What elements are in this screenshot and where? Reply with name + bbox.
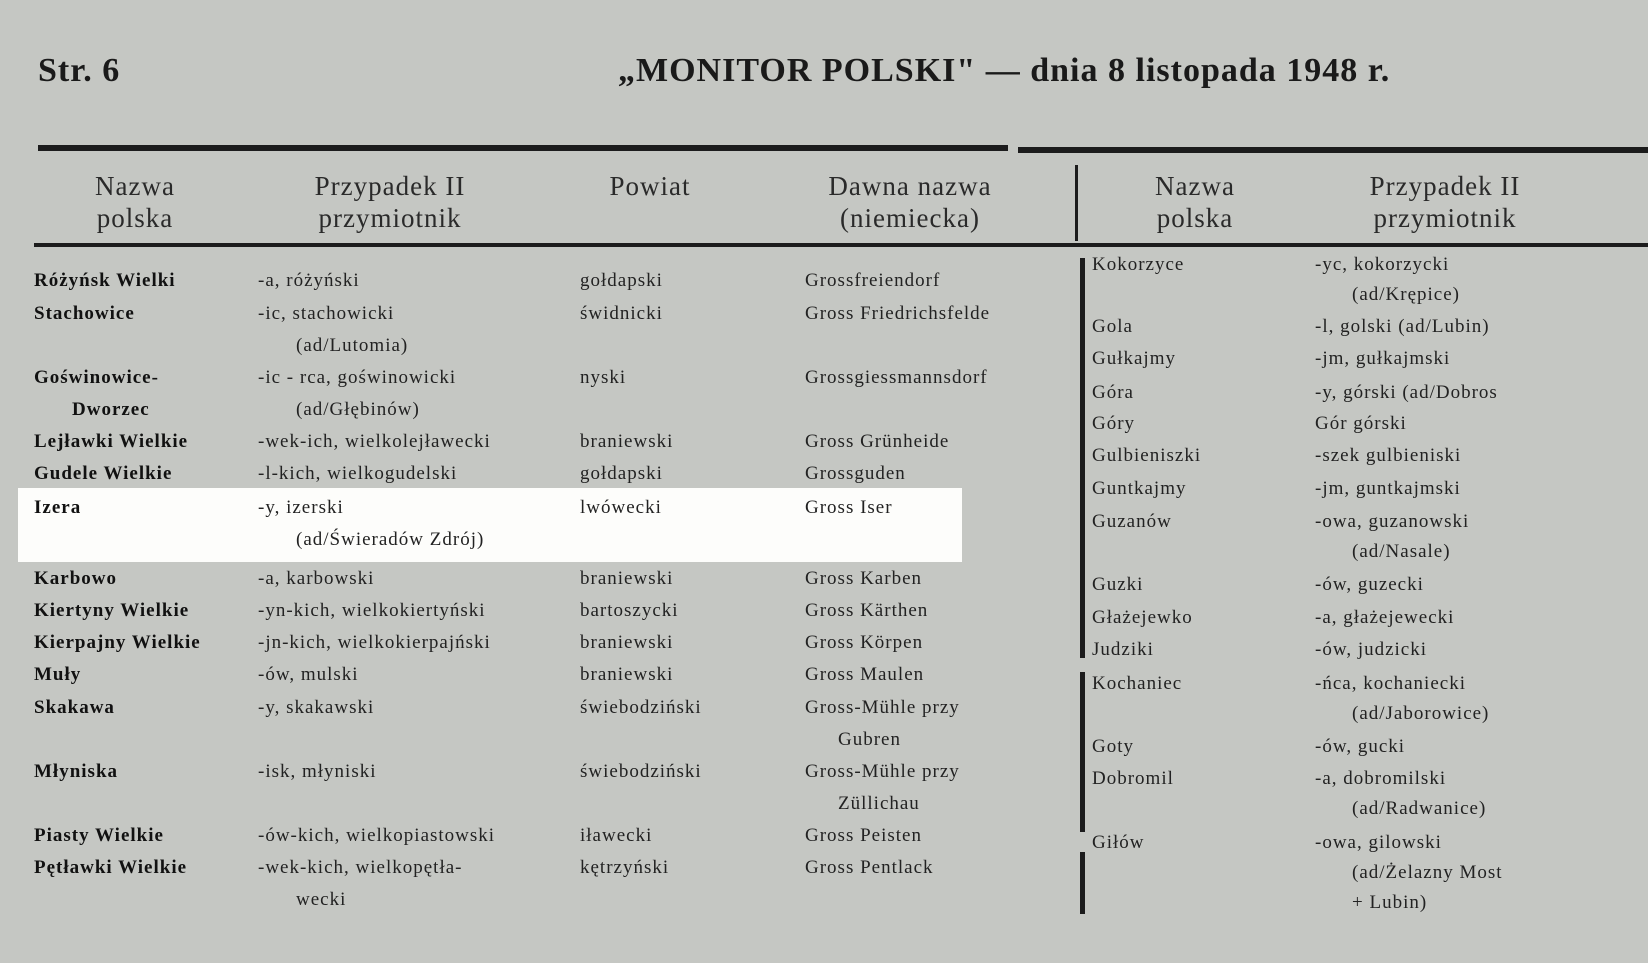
former-german-name: Gross-Mühle przy: [805, 697, 960, 718]
place-name: Pętławki Wielkie: [34, 857, 188, 878]
page-title: „MONITOR POLSKI" — dnia 8 listopada 1948 r.: [618, 52, 1391, 89]
former-german-name: Gross Friedrichsfelde: [805, 303, 991, 324]
former-german-name: Gross Karben: [805, 568, 923, 589]
genitive-adjective: -ów, judzicki: [1315, 639, 1428, 660]
genitive-adjective: (ad/Świeradów Zdrój): [296, 529, 485, 550]
genitive-adjective: -a, różyński: [258, 270, 360, 291]
column-header: [240, 170, 540, 234]
place-name: Goty: [1092, 736, 1134, 757]
place-name: Skakawa: [34, 697, 115, 718]
genitive-adjective: -l-kich, wielkogudelski: [258, 463, 458, 484]
column-header-line: Nazwa: [1155, 171, 1235, 201]
genitive-adjective: -jm, guntkajmski: [1315, 478, 1461, 499]
genitive-adjective: -ic, stachowicki: [258, 303, 395, 324]
district: gołdapski: [580, 270, 663, 291]
genitive-adjective: (ad/Jaborowice): [1352, 703, 1490, 724]
district: świebodziński: [580, 761, 702, 782]
column-header-line: Nazwa: [95, 171, 175, 201]
district: braniewski: [580, 568, 674, 589]
place-name: Dworzec: [72, 399, 150, 420]
place-name: Guzki: [1092, 574, 1144, 595]
former-german-name: Gross Maulen: [805, 664, 925, 685]
column-header: [1100, 170, 1290, 234]
column-divider: [1080, 852, 1085, 914]
genitive-adjective: (ad/Lutomia): [296, 335, 409, 356]
former-german-name: Gross Iser: [805, 497, 893, 518]
place-name: Goświnowice-: [34, 367, 159, 388]
district: świdnicki: [580, 303, 663, 324]
top-rule-left: [38, 145, 1008, 151]
column-header-line: (niemiecka): [840, 203, 980, 233]
former-german-name: Gross Körpen: [805, 632, 924, 653]
place-name: Gulbieniszki: [1092, 445, 1202, 466]
district: iławecki: [580, 825, 653, 846]
place-name: Gudele Wielkie: [34, 463, 173, 484]
place-name: Stachowice: [34, 303, 135, 324]
place-name: Izera: [34, 497, 82, 518]
genitive-adjective: -l, golski (ad/Lubin): [1315, 316, 1490, 337]
place-name: Głażejewko: [1092, 607, 1193, 628]
column-divider: [1080, 672, 1085, 832]
column-header-line: Przypadek II: [314, 171, 466, 201]
former-german-name: Gubren: [838, 729, 901, 750]
place-name: Guntkajmy: [1092, 478, 1187, 499]
genitive-adjective: -ów, mulski: [258, 664, 359, 685]
genitive-adjective: (ad/Żelazny Most: [1352, 862, 1503, 883]
column-header-line: Powiat: [609, 171, 691, 201]
column-header-line: przymiotnik: [318, 203, 462, 233]
district: braniewski: [580, 632, 674, 653]
district: nyski: [580, 367, 627, 388]
genitive-adjective: -ów, guzecki: [1315, 574, 1424, 595]
genitive-adjective: -jm, gułkajmski: [1315, 348, 1451, 369]
genitive-adjective: -a, karbowski: [258, 568, 375, 589]
genitive-adjective: Gór górski: [1315, 413, 1407, 434]
column-header: [40, 170, 230, 234]
former-german-name: Gross Peisten: [805, 825, 922, 846]
former-german-name: Gross Kärthen: [805, 600, 929, 621]
column-header-line: polska: [96, 203, 174, 233]
genitive-adjective: -owa, gilowski: [1315, 832, 1442, 853]
place-name: Kochaniec: [1092, 673, 1183, 694]
genitive-adjective: (ad/Nasale): [1352, 541, 1451, 562]
genitive-adjective: -jn-kich, wielkokierpajński: [258, 632, 491, 653]
former-german-name: Züllichau: [838, 793, 920, 814]
district: bartoszycki: [580, 600, 679, 621]
genitive-adjective: -yn-kich, wielkokiertyński: [258, 600, 486, 621]
column-header: [1310, 170, 1580, 234]
column-header-line: Przypadek II: [1369, 171, 1521, 201]
genitive-adjective: -yc, kokorzycki: [1315, 254, 1450, 275]
genitive-adjective: + Lubin): [1352, 892, 1428, 913]
genitive-adjective: -ów-kich, wielkopiastowski: [258, 825, 496, 846]
place-name: Judziki: [1092, 639, 1154, 660]
place-name: Góra: [1092, 382, 1134, 403]
place-name: Dobromil: [1092, 768, 1174, 789]
header-rule: [34, 243, 1648, 247]
genitive-adjective: -y, górski (ad/Dobros: [1315, 382, 1498, 403]
genitive-adjective: -wek-ich, wielkolejławecki: [258, 431, 491, 452]
place-name: Piasty Wielkie: [34, 825, 164, 846]
genitive-adjective: -a, dobromilski: [1315, 768, 1447, 789]
genitive-adjective: -szek gulbieniski: [1315, 445, 1462, 466]
column-header: [770, 170, 1050, 234]
genitive-adjective: -ów, gucki: [1315, 736, 1406, 757]
genitive-adjective: -y, izerski: [258, 497, 344, 518]
place-name: Góry: [1092, 413, 1136, 434]
top-rule-right: [1018, 147, 1648, 153]
place-name: Kierpajny Wielkie: [34, 632, 201, 653]
former-german-name: Gross Pentlack: [805, 857, 934, 878]
page-number: Str. 6: [38, 52, 121, 89]
place-name: Młyniska: [34, 761, 119, 782]
column-header-line: polska: [1156, 203, 1234, 233]
place-name: Muły: [34, 664, 82, 685]
place-name: Gola: [1092, 316, 1133, 337]
genitive-adjective: (ad/Radwanice): [1352, 798, 1487, 819]
district: kętrzyński: [580, 857, 670, 878]
former-german-name: Grossgiessmannsdorf: [805, 367, 988, 388]
place-name: Różyńsk Wielki: [34, 270, 176, 291]
former-german-name: Gross Grünheide: [805, 431, 950, 452]
genitive-adjective: -y, skakawski: [258, 697, 375, 718]
genitive-adjective: wecki: [296, 889, 347, 910]
place-name: Gułkajmy: [1092, 348, 1176, 369]
district: świebodziński: [580, 697, 702, 718]
header-column-divider: [1075, 165, 1078, 241]
place-name: Giłów: [1092, 832, 1145, 853]
genitive-adjective: -ńca, kochaniecki: [1315, 673, 1466, 694]
former-german-name: Gross-Mühle przy: [805, 761, 960, 782]
column-header-line: przymiotnik: [1373, 203, 1517, 233]
district: braniewski: [580, 664, 674, 685]
column-header-line: Dawna nazwa: [828, 171, 992, 201]
column-divider: [1080, 258, 1085, 658]
district: lwówecki: [580, 497, 662, 518]
genitive-adjective: (ad/Krępice): [1352, 284, 1460, 305]
genitive-adjective: -isk, młyniski: [258, 761, 377, 782]
genitive-adjective: -a, głażejewecki: [1315, 607, 1455, 628]
district: braniewski: [580, 431, 674, 452]
place-name: Karbowo: [34, 568, 117, 589]
place-name: Guzanów: [1092, 511, 1172, 532]
place-name: Kiertyny Wielkie: [34, 600, 190, 621]
former-german-name: Grossguden: [805, 463, 906, 484]
genitive-adjective: (ad/Głębinów): [296, 399, 420, 420]
genitive-adjective: -ic - rca, goświnowicki: [258, 367, 457, 388]
genitive-adjective: -owa, guzanowski: [1315, 511, 1470, 532]
district: gołdapski: [580, 463, 663, 484]
place-name: Kokorzyce: [1092, 254, 1185, 275]
column-header: [560, 170, 740, 202]
former-german-name: Grossfreiendorf: [805, 270, 941, 291]
place-name: Lejławki Wielkie: [34, 431, 189, 452]
genitive-adjective: -wek-kich, wielkopętła-: [258, 857, 463, 878]
